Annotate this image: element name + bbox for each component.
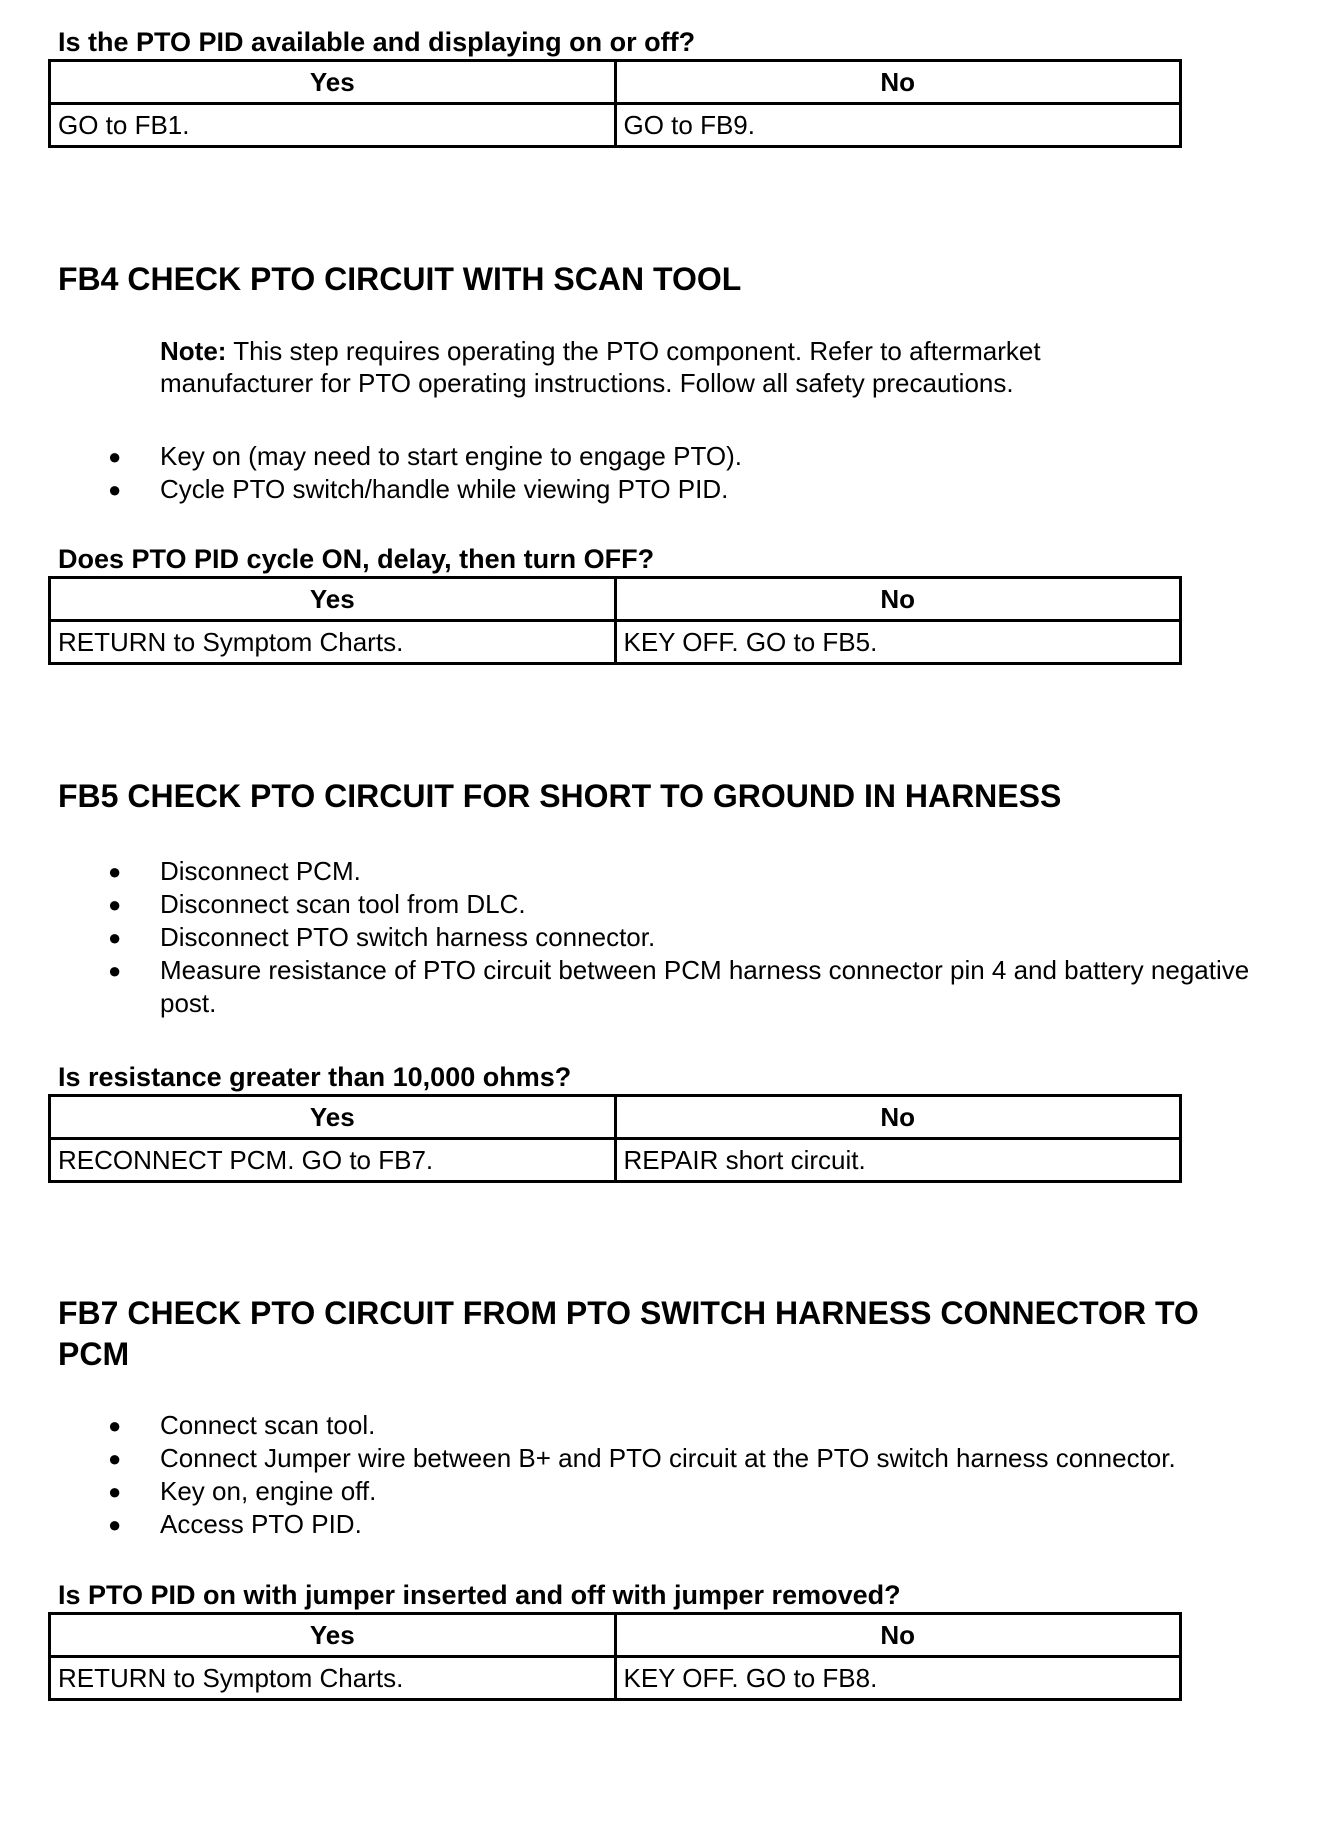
list-item: ● Disconnect scan tool from DLC. — [0, 888, 1270, 921]
section-heading-fb5: FB5 CHECK PTO CIRCUIT FOR SHORT TO GROUND IN HARNESS — [58, 778, 1062, 814]
answer-table-action-row — [50, 621, 1181, 664]
bullet-list-fb7 — [0, 1409, 1270, 1541]
no-header: No — [615, 1096, 1181, 1139]
bullet-icon: ● — [108, 1479, 122, 1504]
yes-header: Yes — [50, 61, 616, 104]
bullet-icon: ● — [108, 958, 122, 983]
yes-action: RETURN to Symptom Charts. — [50, 621, 616, 664]
list-item: ● Disconnect PTO switch harness connector. — [0, 921, 1270, 954]
yes-header: Yes — [50, 578, 616, 621]
list-item: ● Access PTO PID. — [0, 1508, 1270, 1541]
list-item: ● Connect Jumper wire between B+ and PTO circuit at the PTO switch harness connector. — [0, 1442, 1270, 1475]
answer-table-action-row — [50, 104, 1181, 147]
no-action: REPAIR short circuit. — [615, 1139, 1181, 1182]
answer-table-fb4 — [48, 576, 1182, 665]
bullet-icon: ● — [108, 925, 122, 950]
yes-action: RETURN to Symptom Charts. — [50, 1657, 616, 1700]
bullet-list-fb5 — [0, 855, 1270, 1020]
bullet-icon: ● — [108, 1512, 122, 1537]
question-pto-pid-available: Is the PTO PID available and displaying on or off? — [58, 27, 696, 57]
question-fb7: Is PTO PID on with jumper inserted and off with jumper removed? — [58, 1580, 901, 1610]
answer-table-header-row — [50, 1096, 1181, 1139]
answer-table-fb5 — [48, 1094, 1182, 1183]
answer-table-header-row — [50, 1614, 1181, 1657]
yes-action: GO to FB1. — [50, 104, 616, 147]
yes-action: RECONNECT PCM. GO to FB7. — [50, 1139, 616, 1182]
no-header: No — [615, 1614, 1181, 1657]
question-fb4: Does PTO PID cycle ON, delay, then turn OFF? — [58, 544, 655, 574]
answer-table-header-row — [50, 578, 1181, 621]
list-item: ● Disconnect PCM. — [0, 855, 1270, 888]
bullet-icon: ● — [108, 444, 122, 469]
bullet-icon: ● — [108, 892, 122, 917]
question-fb5: Is resistance greater than 10,000 ohms? — [58, 1062, 572, 1092]
list-item: ● Key on, engine off. — [0, 1475, 1270, 1508]
answer-table-action-row — [50, 1657, 1181, 1700]
note-text: This step requires operating the PTO component. Refer to aftermarket manufacturer for PTO operating instructions. Follow all safety precautions. — [160, 336, 1041, 398]
no-header: No — [615, 61, 1181, 104]
bullet-icon: ● — [108, 859, 122, 884]
yes-header: Yes — [50, 1096, 616, 1139]
bullet-list-fb4 — [0, 440, 1270, 506]
answer-table-action-row — [50, 1139, 1181, 1182]
bullet-icon: ● — [108, 1413, 122, 1438]
bullet-icon: ● — [108, 1446, 122, 1471]
no-action: KEY OFF. GO to FB8. — [615, 1657, 1181, 1700]
answer-table-pto-pid-available — [48, 59, 1182, 148]
no-action: GO to FB9. — [615, 104, 1181, 147]
no-header: No — [615, 578, 1181, 621]
section-heading-fb7: FB7 CHECK PTO CIRCUIT FROM PTO SWITCH HARNESS CONNECTOR TO PCM — [58, 1295, 1199, 1372]
list-item: ● Key on (may need to start engine to engage PTO). — [0, 440, 1270, 473]
section-heading-fb4: FB4 CHECK PTO CIRCUIT WITH SCAN TOOL — [58, 261, 742, 297]
list-item: ● Connect scan tool. — [0, 1409, 1270, 1442]
answer-table-fb7 — [48, 1612, 1182, 1701]
no-action: KEY OFF. GO to FB5. — [615, 621, 1181, 664]
yes-header: Yes — [50, 1614, 616, 1657]
list-item: ● Measure resistance of PTO circuit between PCM harness connector pin 4 and battery negative post. — [108, 955, 1250, 1018]
note-fb4 — [160, 335, 1160, 399]
list-item: ● Cycle PTO switch/handle while viewing PTO PID. — [0, 473, 1270, 506]
note-label: Note: — [160, 336, 227, 366]
answer-table-header-row — [50, 61, 1181, 104]
bullet-icon: ● — [108, 477, 122, 502]
